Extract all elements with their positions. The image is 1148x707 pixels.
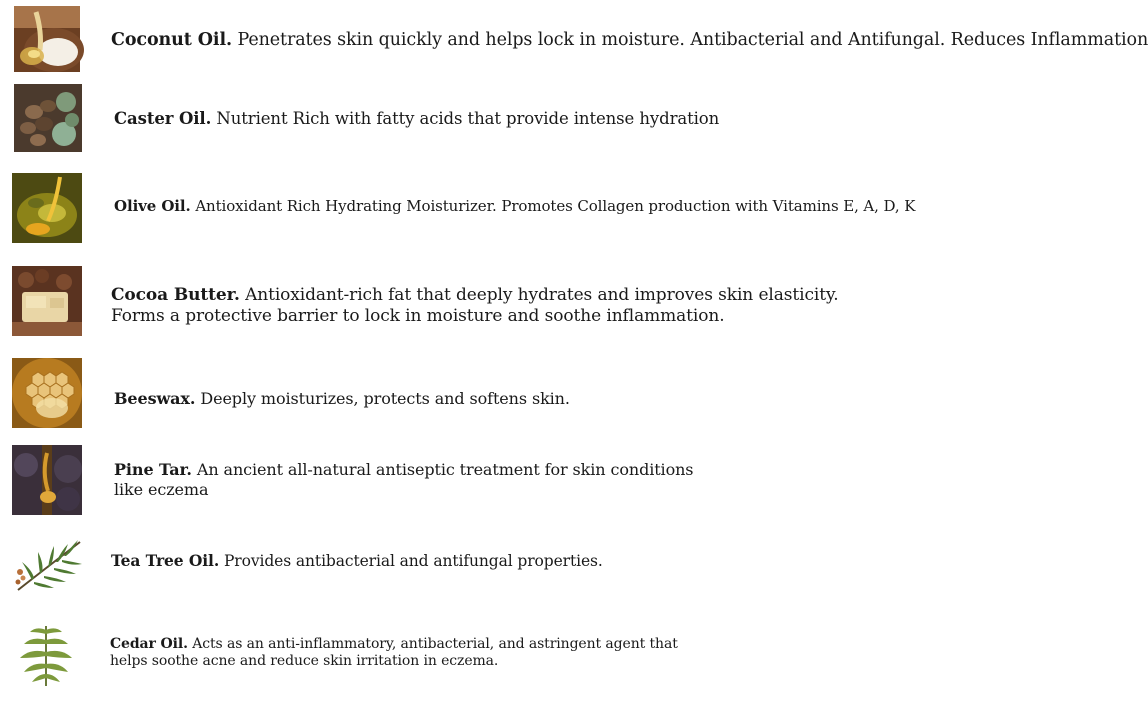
coconut-oil-image [14, 6, 80, 72]
ingredient-name: Tea Tree Oil. [111, 551, 220, 570]
ingredient-caster-oil [0, 80, 1047, 160]
castor-seeds-image [14, 84, 82, 152]
ingredient-cocoa-butter [0, 258, 1047, 343]
ingredient-description: Acts as an anti-inflammatory, antibacterial, and astringent agent that helps soothe acne and reduce skin irritation in eczema. [110, 636, 678, 670]
ingredient-description: Antioxidant Rich Hydrating Moisturizer. Promotes Collagen production with Vitamins E, A, D, K [195, 197, 916, 215]
ingredient-coconut-oil [0, 0, 1148, 80]
cedar-sprig-image [16, 620, 76, 688]
cocoa-butter-image [12, 266, 82, 336]
ingredient-description: Provides antibacterial and antifungal properties. [223, 552, 603, 570]
ingredient-name: Olive Oil. [114, 197, 191, 215]
ingredient-name: Beeswax. [114, 389, 196, 408]
ingredient-description: Deeply moisturizes, protects and softens skin. [200, 389, 570, 408]
olive-oil-image [12, 173, 82, 243]
pine-tar-image [12, 445, 82, 515]
ingredient-description: Nutrient Rich with fatty acids that provide intense hydration [216, 109, 720, 128]
ingredient-name: Cedar Oil. [110, 636, 188, 652]
ingredient-description: Penetrates skin quickly and helps lock in moisture. Antibacterial and Antifungal. Reduces Inflammation [237, 30, 1148, 50]
honeycomb-image [12, 358, 82, 428]
ingredient-name: Pine Tar. [114, 460, 192, 479]
ingredient-name: Cocoa Butter. [111, 285, 240, 305]
ingredient-name: Coconut Oil. [111, 30, 232, 50]
ingredient-name: Caster Oil. [114, 109, 212, 128]
ingredient-beeswax [0, 352, 1047, 437]
ingredient-cedar-oil [0, 612, 1047, 702]
tea-tree-leaf-image [12, 532, 84, 598]
ingredient-description: Antioxidant-rich fat that deeply hydrates and improves skin elasticity. Forms a protective barrier to lock in moisture and soothe inflammation. [111, 285, 839, 326]
ingredient-description: An ancient all-natural antiseptic treatment for skin conditions like eczema [114, 460, 694, 499]
ingredient-olive-oil [0, 165, 1047, 255]
ingredient-pine-tar [0, 440, 1047, 525]
ingredient-tea-tree-oil [0, 528, 1047, 608]
